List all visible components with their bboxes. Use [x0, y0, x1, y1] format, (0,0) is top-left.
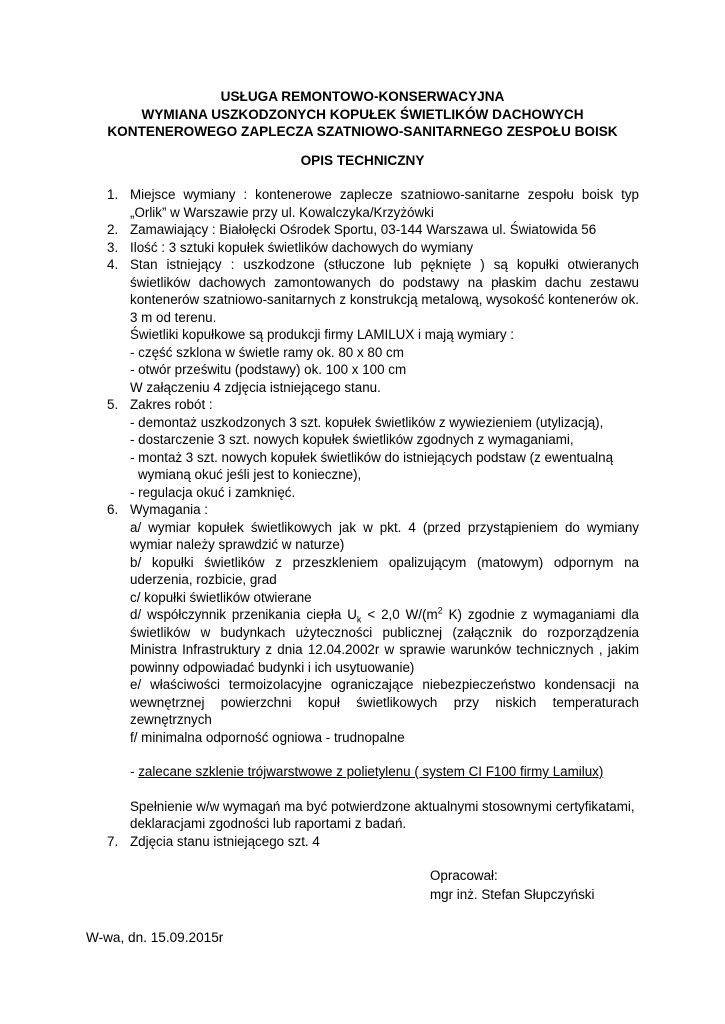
title-line-2: WYMIANA USZKODZONYCH KOPUŁEK ŚWIETLIKÓW DACHOWYCH	[141, 106, 584, 122]
requirement-b: b/ kopułki świetlików z przeszkleniem opalizującym (matowym) odpornym na uderzenia, rozbicie, grad	[130, 554, 639, 587]
list-item-client	[107, 221, 639, 239]
signature-label: Opracował:	[430, 868, 498, 883]
dimension-glazing: - część szklona w świetle ramy ok. 80 x 80 cm	[130, 344, 404, 360]
signature-name: mgr inż. Stefan Słupczyński	[430, 887, 595, 902]
item-text: Stan istniejący : uszkodzone (stłuczone lub pęknięte ) są kopułki otwieranych świetlików dachowych zamontowanych do podstawy na płaskim dachu zestawu kontenerów szatniowo-sanitarnych z konstrukcją metalową, wysokość kontenerów ok. 3 m od terenu.	[130, 257, 639, 325]
attachment-note: W załączeniu 4 zdjęcia istniejącego stanu.	[130, 379, 381, 395]
item-heading: Wymagania :	[130, 502, 209, 517]
scope-bullet: - montaż 3 szt. nowych kopułek świetlików do istniejących podstaw (z ewentualną	[130, 449, 614, 465]
requirement-e: e/ właściwości termoizolacyjne ograniczające niebezpieczeństwo kondensacji na wewnętrznej powierzchni kopuł świetlikowych przy niskich temperaturach zewnętrznych	[130, 677, 639, 727]
document-subtitle: OPIS TECHNICZNY	[300, 153, 425, 168]
list-item-scope	[107, 396, 639, 501]
item-number: 6.	[107, 502, 119, 517]
requirement-d-subscript: k	[356, 614, 362, 625]
dimension-opening: - otwór prześwitu (podstawy) ok. 100 x 100 cm	[130, 362, 407, 377]
title-line-3: KONTENEROWEGO ZAPLECZA SZATNIOWO-SANITARNEGO ZESPOŁU BOISK	[107, 124, 618, 139]
item-number: 2.	[107, 222, 119, 237]
item-text: Zamawiający : Białołęcki Ośrodek Sportu, 03-144 Warszawa ul. Światowida 56	[130, 222, 597, 237]
list-item-location	[107, 186, 639, 221]
requirement-d-superscript: 2	[437, 605, 443, 616]
document-date: W-wa, dn. 15.09.2015r	[86, 930, 224, 945]
item-number: 4.	[107, 257, 119, 272]
list-item-requirements	[107, 501, 639, 833]
list-item-photos	[107, 833, 639, 851]
requirement-f: f/ minimalna odporność ogniowa - trudnopalne	[130, 729, 405, 745]
item-heading: Zakres robót :	[130, 397, 213, 412]
scope-bullet: - dostarczenie 3 szt. nowych kopułek świetlików zgodnych z wymaganiami,	[130, 432, 574, 447]
certification-note: Spełnienie w/w wymagań ma być potwierdzone aktualnymi stosownymi certyfikatami, deklaracjami zgodności lub raportami z badań.	[130, 798, 635, 831]
title-line-1: USŁUGA REMONTOWO-KONSERWACYJNA	[220, 89, 505, 104]
numbered-list	[107, 186, 639, 850]
item-text: Ilość : 3 sztuki kopułek świetlików dachowych do wymiany	[130, 239, 474, 255]
manufacturer-text: Świetliki kopułkowe są produkcji firmy LAMILUX i mają wymiary :	[130, 327, 514, 342]
item-text: Zdjęcia stanu istniejącego szt. 4	[130, 833, 320, 849]
list-item-quantity	[107, 239, 639, 257]
requirement-d-text: K) zgodnie z wymaganiami dla świetlików w budynkach użyteczności publicznej (załącznik do rozporządzenia Ministra Infrastruktury z dnia 12.04.2002r w sprawie warunków technicznych , jakim powinny odpowiadać budynki i ich usytuowanie)	[130, 607, 640, 675]
list-item-current-state	[107, 256, 639, 396]
item-number: 3.	[107, 239, 119, 255]
item-number: 5.	[107, 397, 119, 412]
document-title	[0, 88, 725, 141]
requirement-c: c/ kopułki świetlików otwierane	[130, 589, 312, 605]
item-text: Miejsce wymiany : kontenerowe zaplecze szatniowo-sanitarne zespołu boisk typ „Orlik” w Warszawie przy ul. Kowalczyka/Krzyżówki	[130, 187, 639, 220]
item-number: 7.	[107, 833, 119, 849]
requirement-d-text: < 2,0 W/(m	[361, 607, 438, 622]
requirement-d-text: d/ współczynnik przenikania ciepła U	[130, 607, 357, 622]
item-number: 1.	[107, 187, 119, 202]
signature-block	[430, 866, 594, 904]
recommendation-dash: -	[130, 764, 139, 779]
recommendation	[130, 763, 639, 781]
requirement-a: a/ wymiar kopułek świetlikowych jak w pkt. 4 (przed przystąpieniem do wymiany wymiar należy sprawdzić w naturze)	[130, 519, 639, 552]
scope-bullet: - regulacja okuć i zamknięć.	[130, 484, 296, 500]
recommendation-text: zalecane szklenie trójwarstwowe z polietylenu ( system CI F100 firmy Lamilux)	[138, 764, 604, 779]
scope-bullet-continuation: wymianą okuć jeśli jest to konieczne),	[138, 467, 362, 482]
scope-bullet: - demontaż uszkodzonych 3 szt. kopułek świetlików z wywiezieniem (utylizacją),	[130, 414, 604, 430]
requirement-d	[130, 606, 639, 676]
